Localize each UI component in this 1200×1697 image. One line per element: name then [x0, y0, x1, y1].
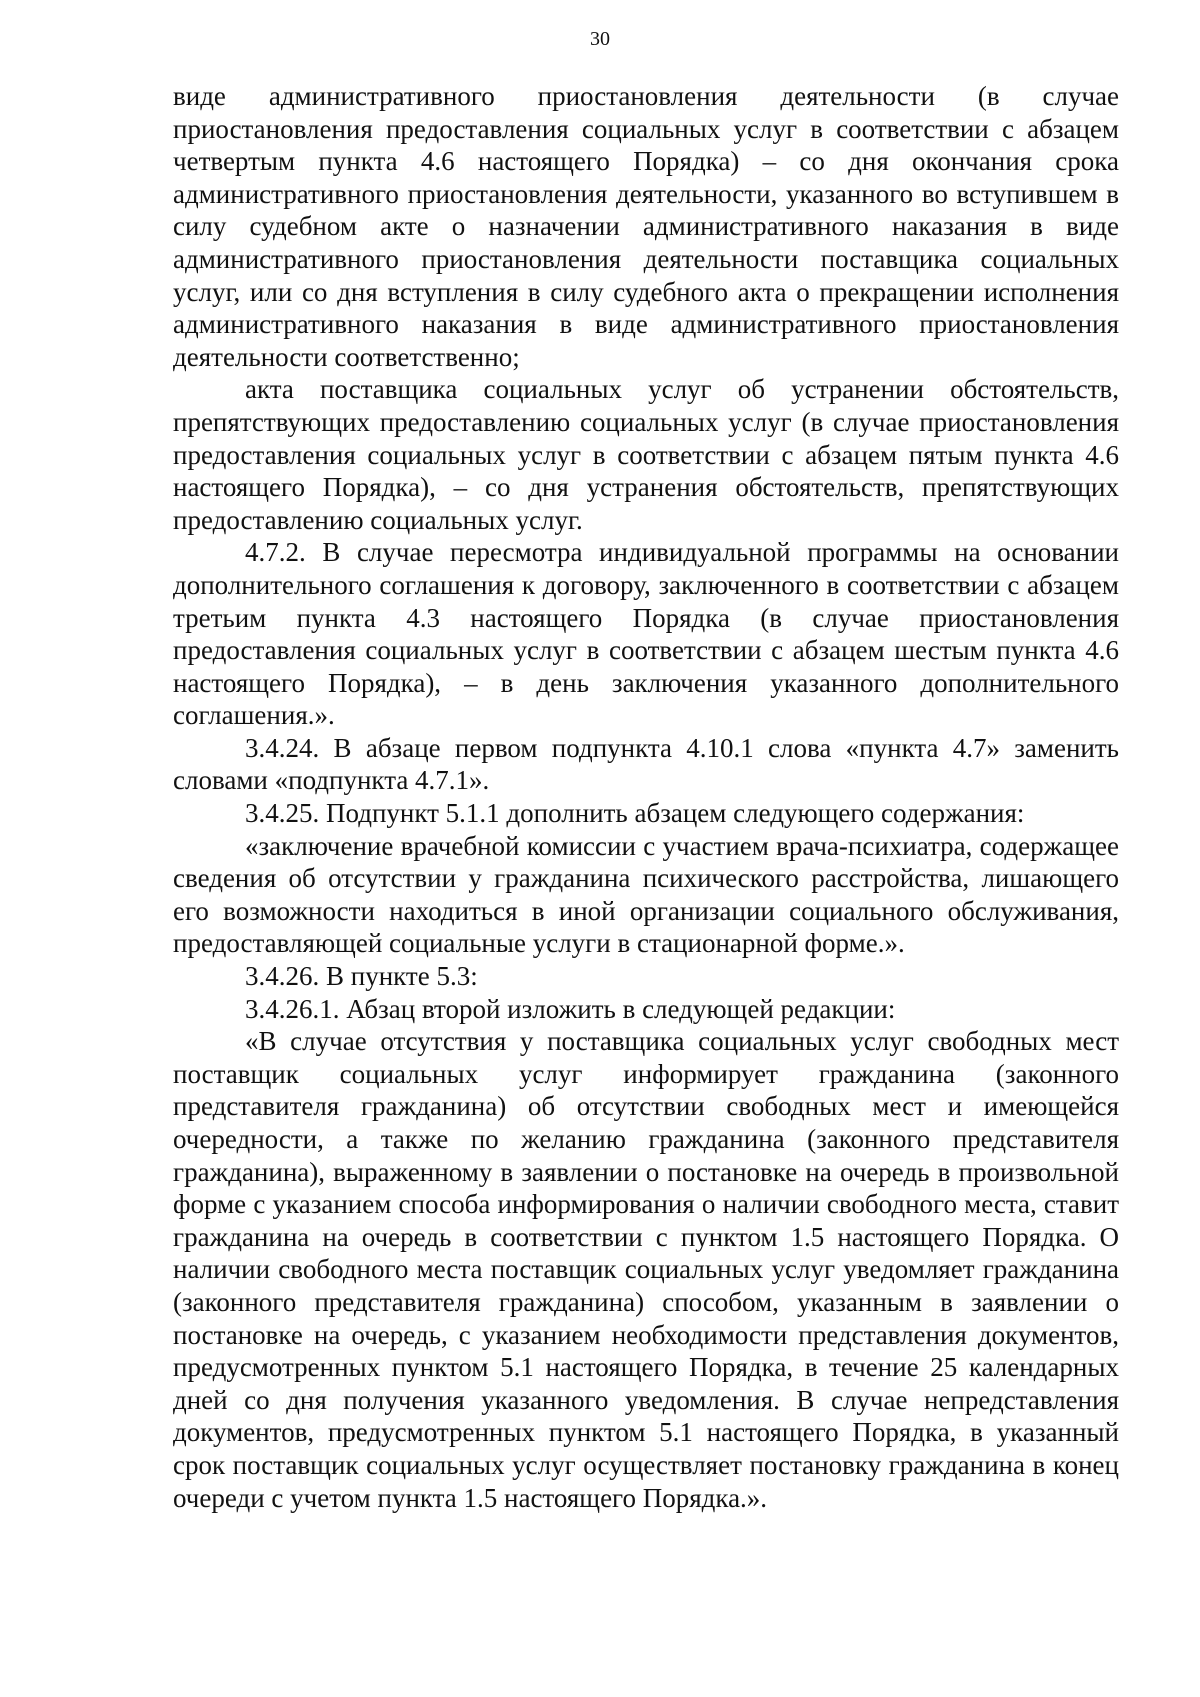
- paragraph-5: 3.4.25. Подпункт 5.1.1 дополнить абзацем следующего содержания:: [245, 798, 1025, 829]
- page-number: 30: [590, 28, 610, 50]
- paragraph-9: «В случае отсутствия у поставщика социальных услуг свободных мест поставщик социальных услуг информирует гражданина (законного представителя гражданина) об отсутствии свободных мест и имеющейся очередности, а также по желанию гражданина (законного представителя гражданина), выраженному в заявлении о постановке на очередь в произвольной форме с указанием способа информирования о наличии свободного места, ставит гражданина на очередь в соответствии с пунктом 1.5 настоящего Порядка. О наличии свободного места поставщик социальных услуг уведомляет гражданина (законного представителя гражданина) способом, указанным в заявлении о постановке на очередь, с указанием необходимости представления документов, предусмотренных пунктом 5.1 настоящего Порядка, в течение 25 календарных дней со дня получения указанного уведомления. В случае непредставления документов, предусмотренных пунктом 5.1 настоящего Порядка, в указанный срок поставщик социальных услуг осуществляет постановку гражданина в конец очереди с учетом пункта 1.5 настоящего Порядка.».: [173, 1026, 1119, 1513]
- document-body: [173, 80, 1119, 1514]
- paragraph-3: 4.7.2. В случае пересмотра индивидуальной программы на основании дополнительного соглашения к договору, заключенного в соответствии с абзацем третьим пункта 4.3 настоящего Порядка (в случае приостановления предоставления социальных услуг в соответствии с абзацем шестым пункта 4.6 настоящего Порядка), – в день заключения указанного дополнительного соглашения.».: [173, 537, 1119, 731]
- paragraph-4: 3.4.24. В абзаце первом подпункта 4.10.1 слова «пункта 4.7» заменить словами «подпункта 4.7.1».: [173, 732, 1119, 796]
- paragraph-6: «заключение врачебной комиссии с участием врача-психиатра, содержащее сведения об отсутствии у гражданина психического расстройства, лишающего его возможности находиться в иной организации социального обслуживания, предоставляющей социальные услуги в стационарной форме.».: [173, 830, 1119, 959]
- paragraph-1: виде административного приостановления деятельности (в случае приостановления предоставления социальных услуг в соответствии с абзацем четвертым пункта 4.6 настоящего Порядка) – со дня окончания срока административного приостановления деятельности, указанного во вступившем в силу судебном акте о назначении административного наказания в виде административного приостановления деятельности поставщика социальных услуг, или со дня вступления в силу судебного акта о прекращении исполнения административного наказания в виде административного приостановления деятельности соответственно;: [173, 81, 1119, 372]
- paragraph-7: 3.4.26. В пункте 5.3:: [245, 961, 478, 992]
- paragraph-2: акта поставщика социальных услуг об устранении обстоятельств, препятствующих предоставлению социальных услуг (в случае приостановления предоставления социальных услуг в соответствии с абзацем пятым пункта 4.6 настоящего Порядка), – со дня устранения обстоятельств, препятствующих предоставлению социальных услуг.: [173, 374, 1119, 535]
- paragraph-8: 3.4.26.1. Абзац второй изложить в следующей редакции:: [245, 993, 896, 1024]
